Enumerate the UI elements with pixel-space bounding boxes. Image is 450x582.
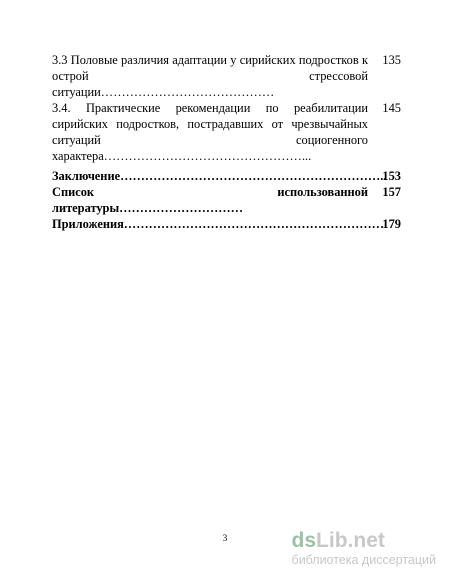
toc-entry-title: Список использованной литературы………………………… <box>52 185 368 215</box>
toc-entry-page: 135 <box>382 53 401 67</box>
toc-entry-3-3[interactable] <box>52 52 401 100</box>
logo-part-ds: ds <box>291 529 317 552</box>
toc-entry-title: 3.3 Половые различия адаптации у сирийских подростков к острой стрессовой ситуации…………………………………… <box>52 53 368 99</box>
toc-entry-page: 153 <box>382 169 401 183</box>
logo-part-lib: Lib.net <box>316 529 385 552</box>
toc-entry-references[interactable] <box>52 184 401 216</box>
dslib-logo <box>292 530 436 552</box>
toc-entry-appendices[interactable] <box>52 216 401 232</box>
toc-entry-page: 179 <box>382 217 401 231</box>
toc-entry-title: Заключение……………………………………………………….. <box>52 169 387 183</box>
toc-entry-title: 3.4. Практические рекомендации по реабилитации сирийских подростков, пострадавших от чрезвычайных ситуаций социогенного характера…………………………………………... <box>52 101 368 163</box>
toc-entry-page: 145 <box>382 101 401 115</box>
watermark-subtitle: библиотека диссертаций <box>291 553 436 567</box>
toc-entry-conclusion[interactable] <box>52 168 401 184</box>
toc-entry-title: Приложения……………………………………………………… <box>52 217 385 231</box>
table-of-contents <box>52 52 401 232</box>
toc-entry-3-4[interactable] <box>52 100 401 164</box>
page-number: 3 <box>222 533 228 543</box>
toc-entry-page: 157 <box>382 185 401 199</box>
watermark[interactable] <box>292 530 436 568</box>
